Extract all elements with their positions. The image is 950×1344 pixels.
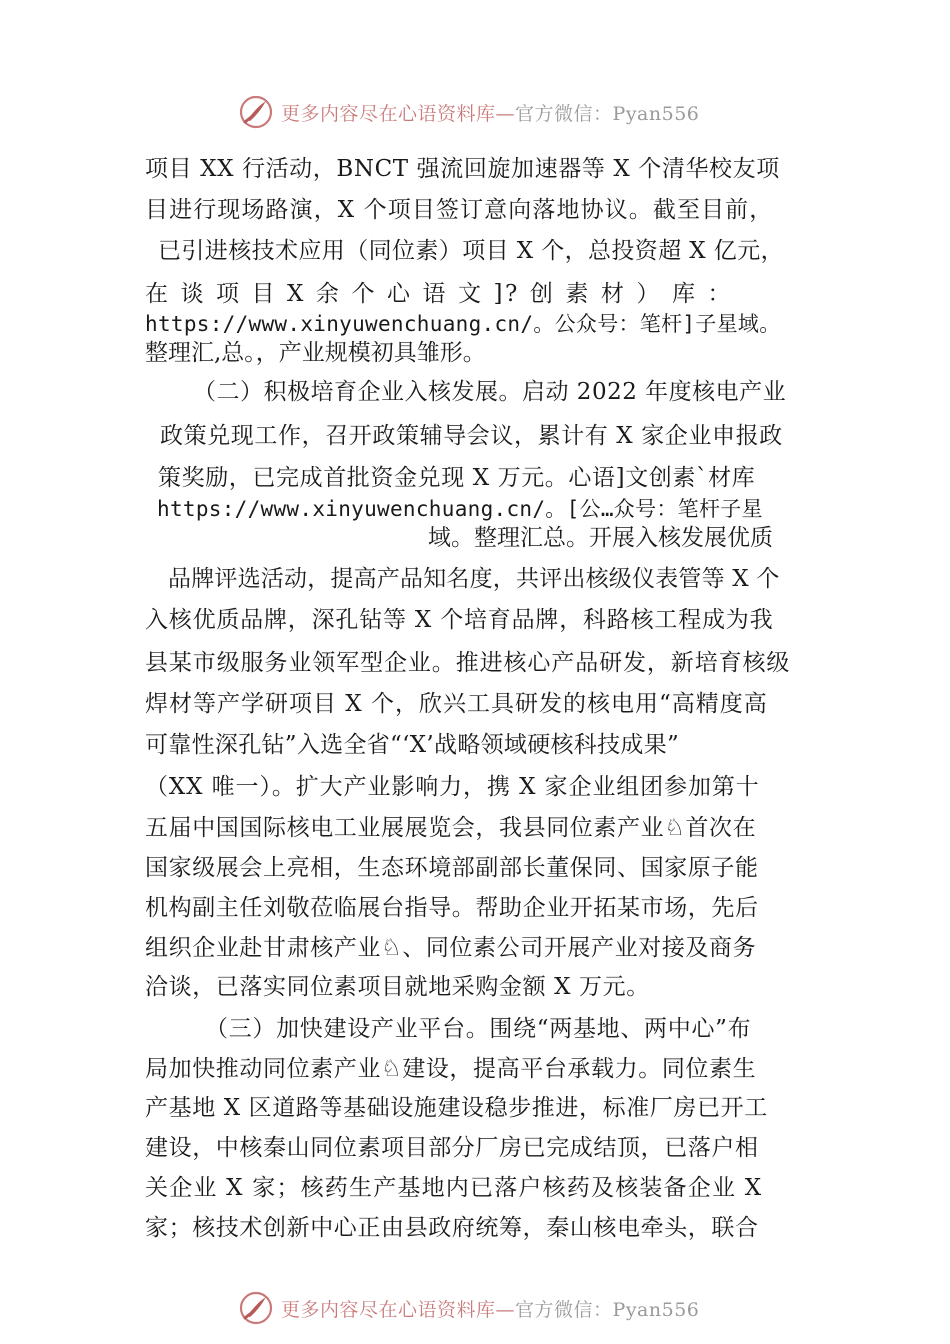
text-line: 家；核技术创新中心正由县政府统筹，秦山核电牵头，联合 bbox=[145, 1215, 759, 1241]
text-line-url: https://www.xinyuwenchuang.cn/。公众号：笔杆]子星域。 bbox=[145, 312, 781, 336]
text-line: （三）加快建设产业平台。围绕“两基地、两中心”布 bbox=[205, 1016, 752, 1042]
text-line: 品牌评选活动，提高产品知名度，共评出核级仪表管等 X 个 bbox=[168, 566, 780, 592]
text-line: 策奖励，已完成首批资金兑现 X 万元。心语]文创素`材库 bbox=[158, 465, 756, 491]
text-line: 建设，中核秦山同位素项目部分厂房已完成结顶，已落户相 bbox=[145, 1135, 759, 1161]
text-line: 机构副主任刘敬莅临展台指导。帮助企业开拓某市场，先后 bbox=[145, 895, 759, 921]
text-line: 洽谈，已落实同位素项目就地采购金额 X 万元。 bbox=[145, 974, 650, 1000]
text-line: 国家级展会上亮相，生态环境部副部长董保同、国家原子能 bbox=[145, 855, 759, 881]
text-line: 县某市级服务业领军型企业。推进核心产品研发，新培育核级 bbox=[145, 650, 791, 676]
text-line: 已引进核技术应用（同位素）项目 X 个，总投资超 X 亿元， bbox=[158, 238, 784, 264]
header-banner bbox=[0, 92, 950, 132]
text-line-url: https://www.xinyuwenchuang.cn/。[公…众号：笔杆子星 bbox=[157, 497, 763, 521]
banner-text: 更多内容尽在心语资料库—官方微信：Pyan556 bbox=[281, 103, 700, 125]
brush-logo-icon bbox=[238, 94, 274, 130]
text-line: 关企业 X 家；核药生产基地内已落户核药及核装备企业 X bbox=[145, 1175, 763, 1201]
text-line: 目进行现场路演，X 个项目签订意向落地协议。截至目前， bbox=[145, 197, 774, 223]
brush-logo-icon bbox=[238, 1290, 274, 1326]
text-line: 整理汇,总。，产业规模初具雏形。 bbox=[145, 340, 486, 366]
text-line: 组织企业赴甘肃核产业♘、同位素公司开展产业对接及商务 bbox=[145, 935, 757, 961]
text-line: 项目 XX 行活动，BNCT 强流回旋加速器等 X 个清华校友项 bbox=[145, 156, 780, 182]
text-line: 域。整理汇总。开展入核发展优质 bbox=[428, 525, 773, 551]
text-line: 五届中国国际核电工业展展览会，我县同位素产业♘首次在 bbox=[145, 815, 757, 841]
text-line: 局加快推动同位素产业♘建设，提高平台承载力。同位素生 bbox=[145, 1056, 757, 1082]
text-line: （二）积极培育企业入核发展。启动 2022 年度核电产业 bbox=[193, 379, 787, 405]
text-line: 在 谈 项 目 X 余 个 心 语 文 ]? 创 素 材 ） 库 ： bbox=[145, 281, 734, 307]
text-line: 产基地 X 区道路等基础设施建设稳步推进，标准厂房已开工 bbox=[145, 1095, 768, 1121]
text-line: 政策兑现工作，召开政策辅导会议，累计有 X 家企业申报政 bbox=[160, 423, 783, 449]
text-line: （XX 唯一）。扩大产业影响力，携 X 家企业组团参加第十 bbox=[145, 774, 760, 800]
text-line: 可靠性深孔钻”入选全省“‘X’战略领域硬核科技成果” bbox=[145, 732, 680, 758]
banner-text: 更多内容尽在心语资料库—官方微信：Pyan556 bbox=[281, 1299, 700, 1321]
footer-banner bbox=[0, 1288, 950, 1328]
text-line: 入核优质品牌，深孔钻等 X 个培育品牌，科路核工程成为我 bbox=[145, 607, 774, 633]
text-line: 焊材等产学研项目 X 个，欣兴工具研发的核电用“高精度高 bbox=[145, 691, 768, 717]
